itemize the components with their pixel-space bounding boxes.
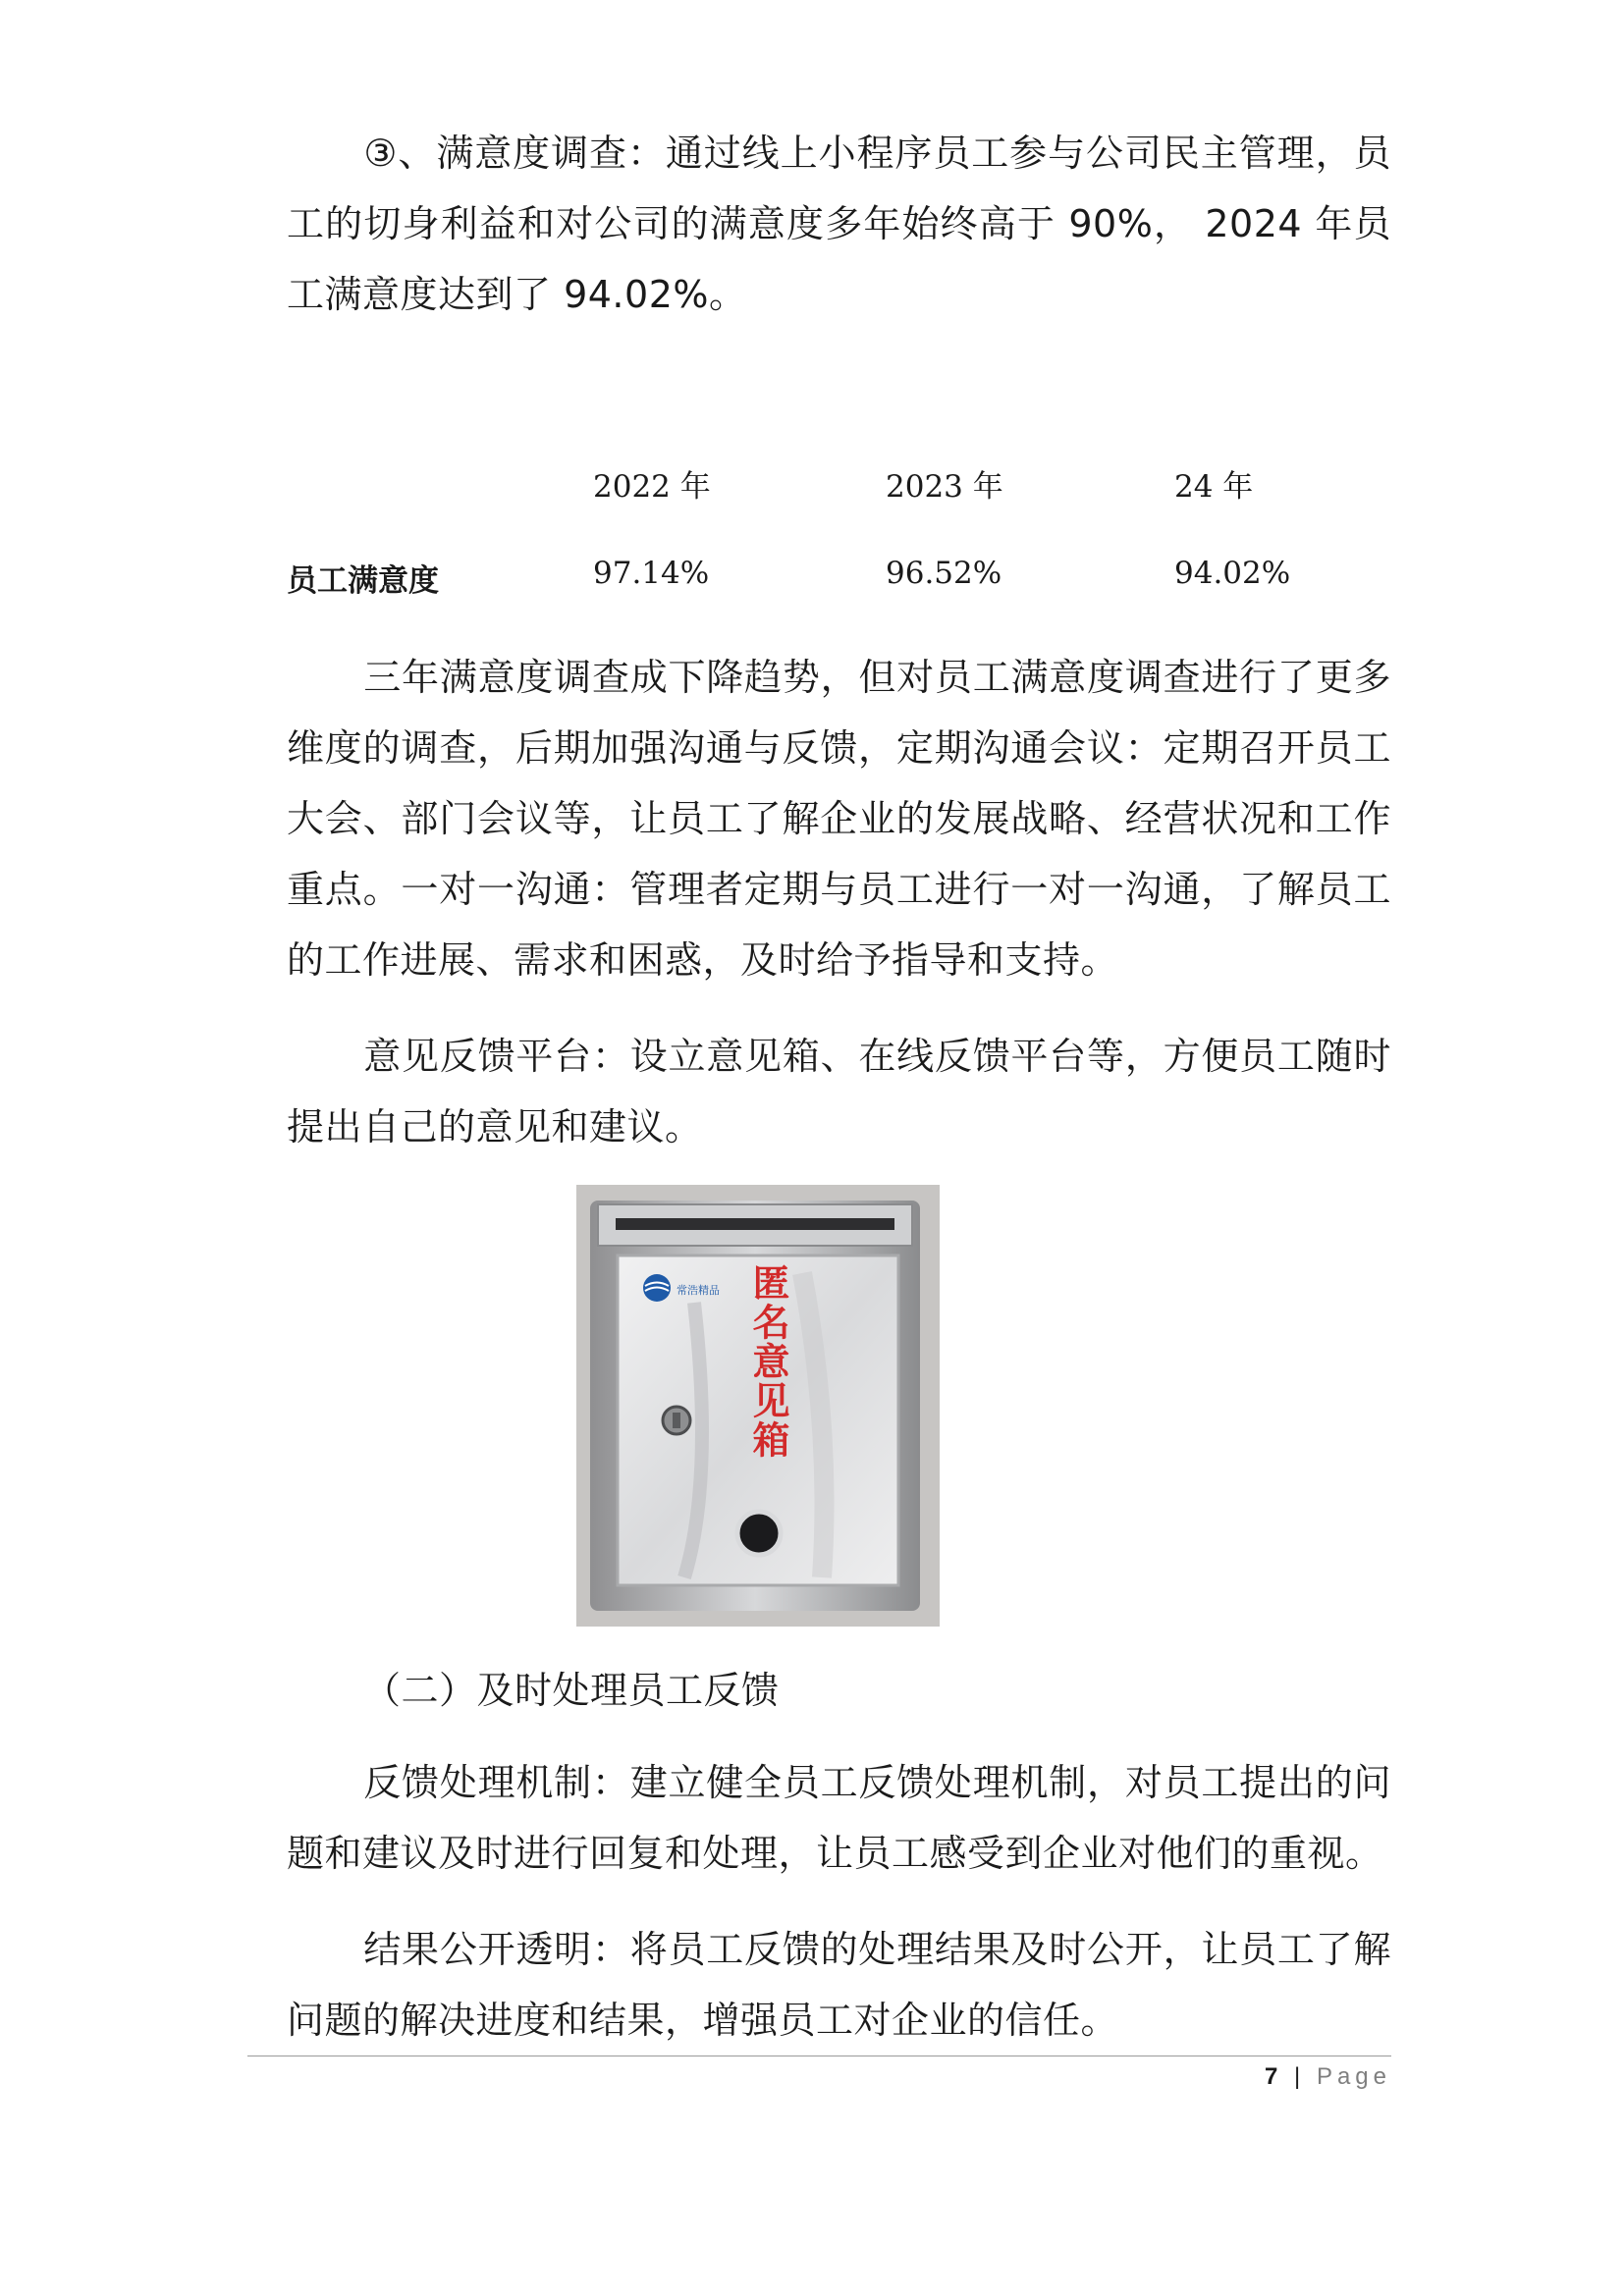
box-hole-icon <box>737 1512 781 1555</box>
brand-text: 常浩精品 <box>677 1284 720 1297</box>
page-separator: | <box>1294 2063 1306 2090</box>
page-word: Page <box>1316 2063 1391 2090</box>
section-heading-text: （二）及时处理员工反馈 <box>363 1669 780 1712</box>
page-number: 7 <box>1265 2063 1283 2090</box>
table-header-cell: 2023 年 <box>886 469 1003 505</box>
suggestion-box-photo <box>576 1185 940 1627</box>
paragraph-text: 结果公开透明：将员工反馈的处理结果及时公开，让员工了解问题的解决进度和结果，增强员工对企业的信任。 <box>287 1928 1391 2042</box>
table-cell: 96.52% <box>886 556 1002 591</box>
section-heading <box>363 1655 1391 1726</box>
paragraph-result-transparency <box>287 1914 1391 2056</box>
table-header-cell: 2022 年 <box>593 469 711 505</box>
box-label: 匿名意见箱 <box>746 1263 789 1460</box>
paragraph-text: 意见反馈平台：设立意见箱、在线反馈平台等，方便员工随时提出自己的意见和建议。 <box>287 1035 1391 1148</box>
table-row <box>287 556 1391 614</box>
table-header-cell: 24 年 <box>1174 469 1254 505</box>
table-row-label: 员工满意度 <box>287 563 439 599</box>
paragraph-satisfaction-survey <box>287 118 1391 330</box>
paragraph-trend-and-communication <box>287 642 1391 995</box>
table-cell: 97.14% <box>593 556 710 591</box>
paragraph-text: ③、满意度调查：通过线上小程序员工参与公司民主管理，员工的切身利益和对公司的满意度多年始终高于 90%， 2024 年员工满意度达到了 94.02%。 <box>287 132 1391 316</box>
paragraph-text: 反馈处理机制：建立健全员工反馈处理机制，对员工提出的问题和建议及时进行回复和处理，让员工感受到企业对他们的重视。 <box>287 1761 1391 1875</box>
paragraph-feedback-mechanism <box>287 1747 1391 1889</box>
table-header-row <box>287 461 1391 520</box>
page-footer <box>1265 2063 1391 2091</box>
paragraph-text: 三年满意度调查成下降趋势，但对员工满意度调查进行了更多维度的调查，后期加强沟通与反馈，定期沟通会议：定期召开员工大会、部门会议等，让员工了解企业的发展战略、经营状况和工作重点。一对一沟通：管理者定期与员工进行一对一沟通，了解员工的工作进展、需求和困惑，及时给予指导和支持。 <box>287 656 1391 982</box>
paragraph-feedback-platform <box>287 1021 1391 1162</box>
satisfaction-table <box>287 461 1391 614</box>
table-cell: 94.02% <box>1174 556 1291 591</box>
